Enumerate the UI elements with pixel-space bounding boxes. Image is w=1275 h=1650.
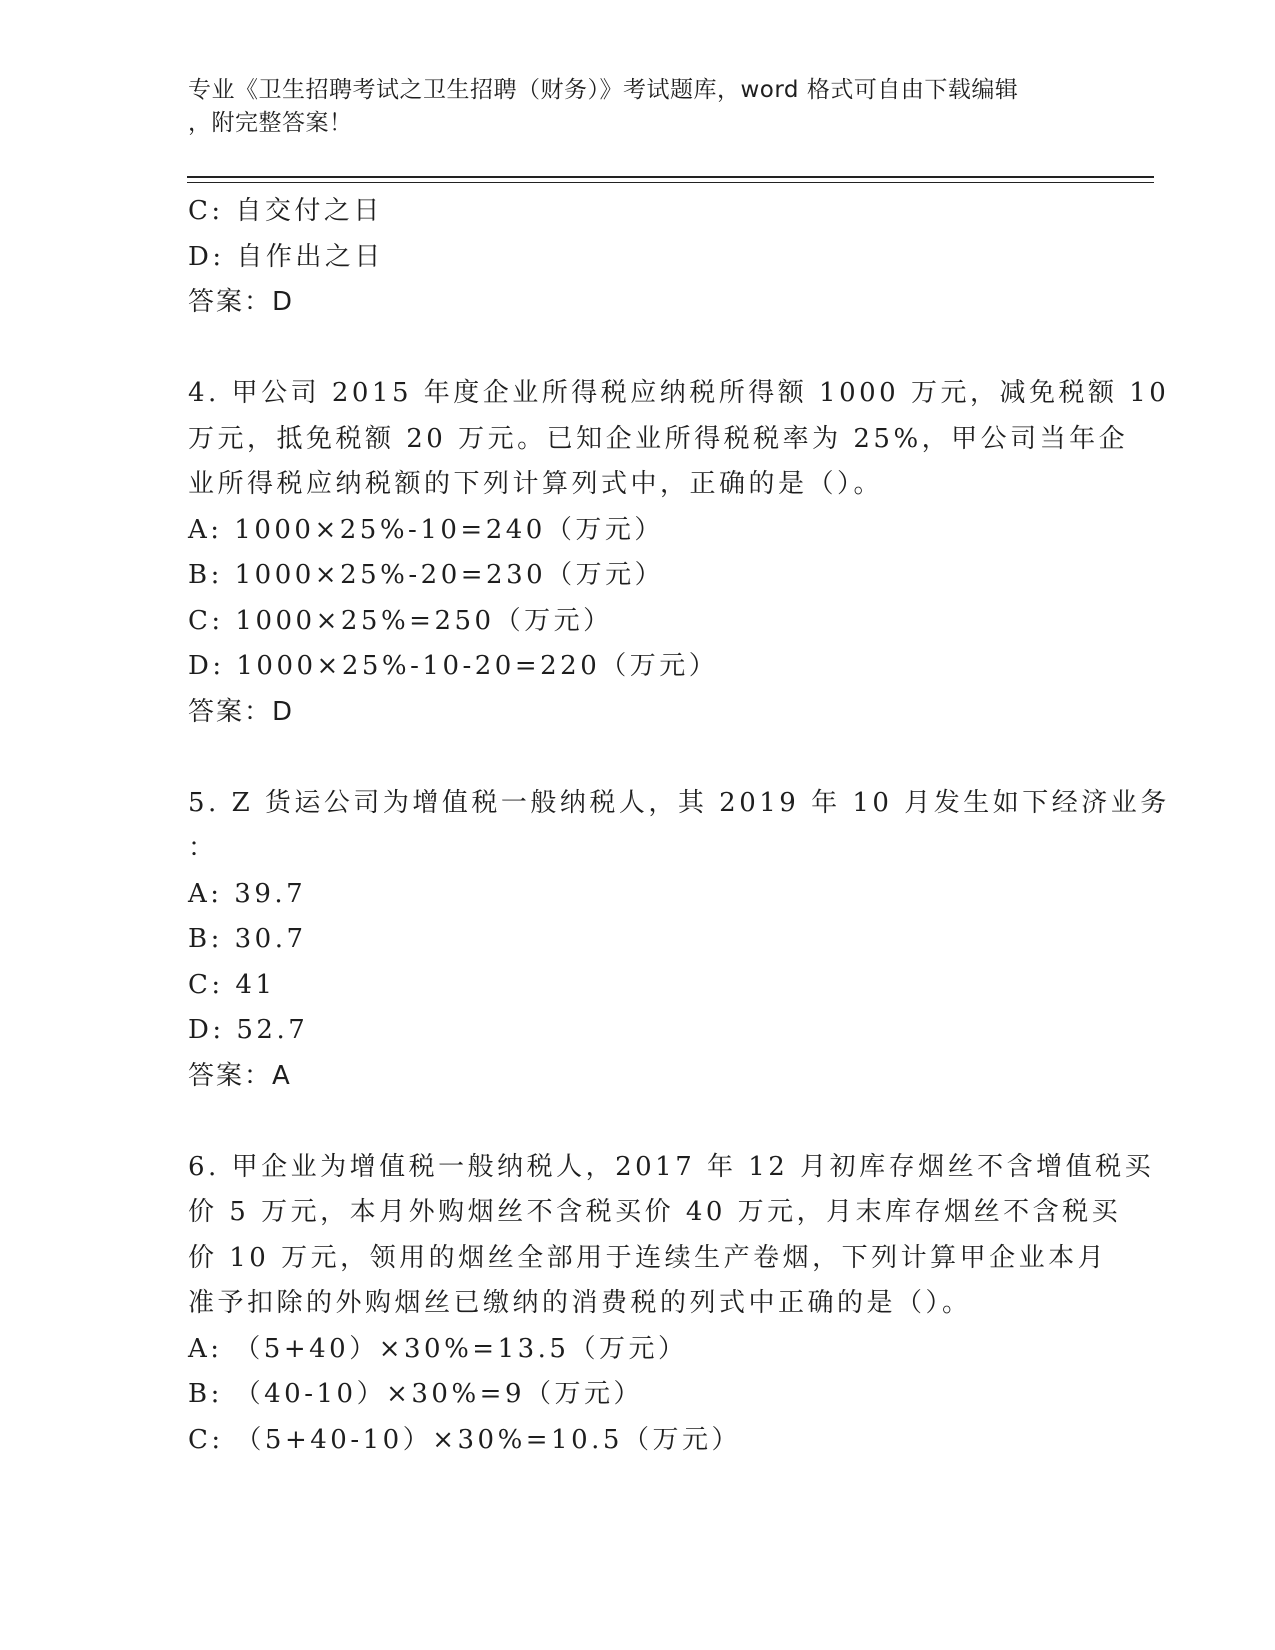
question-3-tail: [188, 189, 1108, 326]
header-divider-thick: [187, 176, 1154, 178]
header-line-1: 专业《卫生招聘考试之卫生招聘（财务）》考试题库，word 格式可自由下载编辑: [188, 77, 1019, 103]
question-stem-line: 业所得税应纳税额的下列计算列式中，正确的是（）。: [188, 469, 884, 499]
question-stem-line: 万元，抵免税额 20 万元。已知企业所得税税率为 25%，甲公司当年企: [188, 423, 1129, 454]
question-5: [188, 781, 1170, 1100]
option-c: C: 自交付之日: [188, 196, 383, 226]
option-b: B: 30.7: [188, 924, 307, 954]
question-stem-line: 4. 甲公司 2015 年度企业所得税应纳税所得额 1000 万元，减免税额 10: [188, 378, 1170, 408]
question-stem-line: 6. 甲企业为增值税一般纳税人，2017 年 12 月初库存烟丝不含增值税买: [188, 1151, 1155, 1182]
option-d: D: 自作出之日: [188, 241, 384, 272]
header-line-2: ，附完整答案！: [188, 110, 353, 136]
option-c: C: 41: [188, 969, 276, 1000]
question-stem-line: 5. Z 货运公司为增值税一般纳税人，其 2019 年 10 月发生如下经济业务: [188, 787, 1170, 818]
spacer: [188, 1099, 1108, 1145]
question-content: [188, 189, 1170, 1463]
question-4: [188, 371, 1170, 735]
option-d: D: 52.7: [188, 1015, 309, 1045]
spacer: [188, 735, 1108, 781]
question-stem-line: 价 10 万元，领用的烟丝全部用于连续生产卷烟，下列计算甲企业本月: [188, 1242, 1108, 1273]
question-stem-line: 价 5 万元，本月外购烟丝不含税买价 40 万元，月末库存烟丝不含税买: [188, 1197, 1122, 1227]
document-header: [188, 74, 1088, 140]
option-d: D: 1000×25%-10-20=220（万元）: [188, 651, 719, 681]
question-stem-line: 准予扣除的外购烟丝已缴纳的消费税的列式中正确的是（）。: [188, 1288, 972, 1318]
option-b: B: （40-10）×30%=9（万元）: [188, 1379, 643, 1409]
spacer: [188, 326, 1108, 372]
option-a: A: 39.7: [188, 878, 307, 909]
option-c: C: 1000×25%=250（万元）: [188, 605, 613, 636]
header-divider-thin: [187, 182, 1154, 183]
option-b: B: 1000×25%-20=230（万元）: [188, 560, 665, 590]
question-stem-line: ：: [188, 833, 218, 863]
option-a: A: 1000×25%-10=240（万元）: [188, 514, 664, 545]
question-6: [188, 1145, 1155, 1464]
answer: 答案：D: [188, 696, 295, 727]
answer: 答案：D: [188, 287, 295, 317]
option-c: C: （5+40-10）×30%=10.5（万元）: [188, 1424, 741, 1455]
answer: 答案：A: [188, 1060, 292, 1091]
option-a: A: （5+40）×30%=13.5（万元）: [188, 1333, 688, 1364]
